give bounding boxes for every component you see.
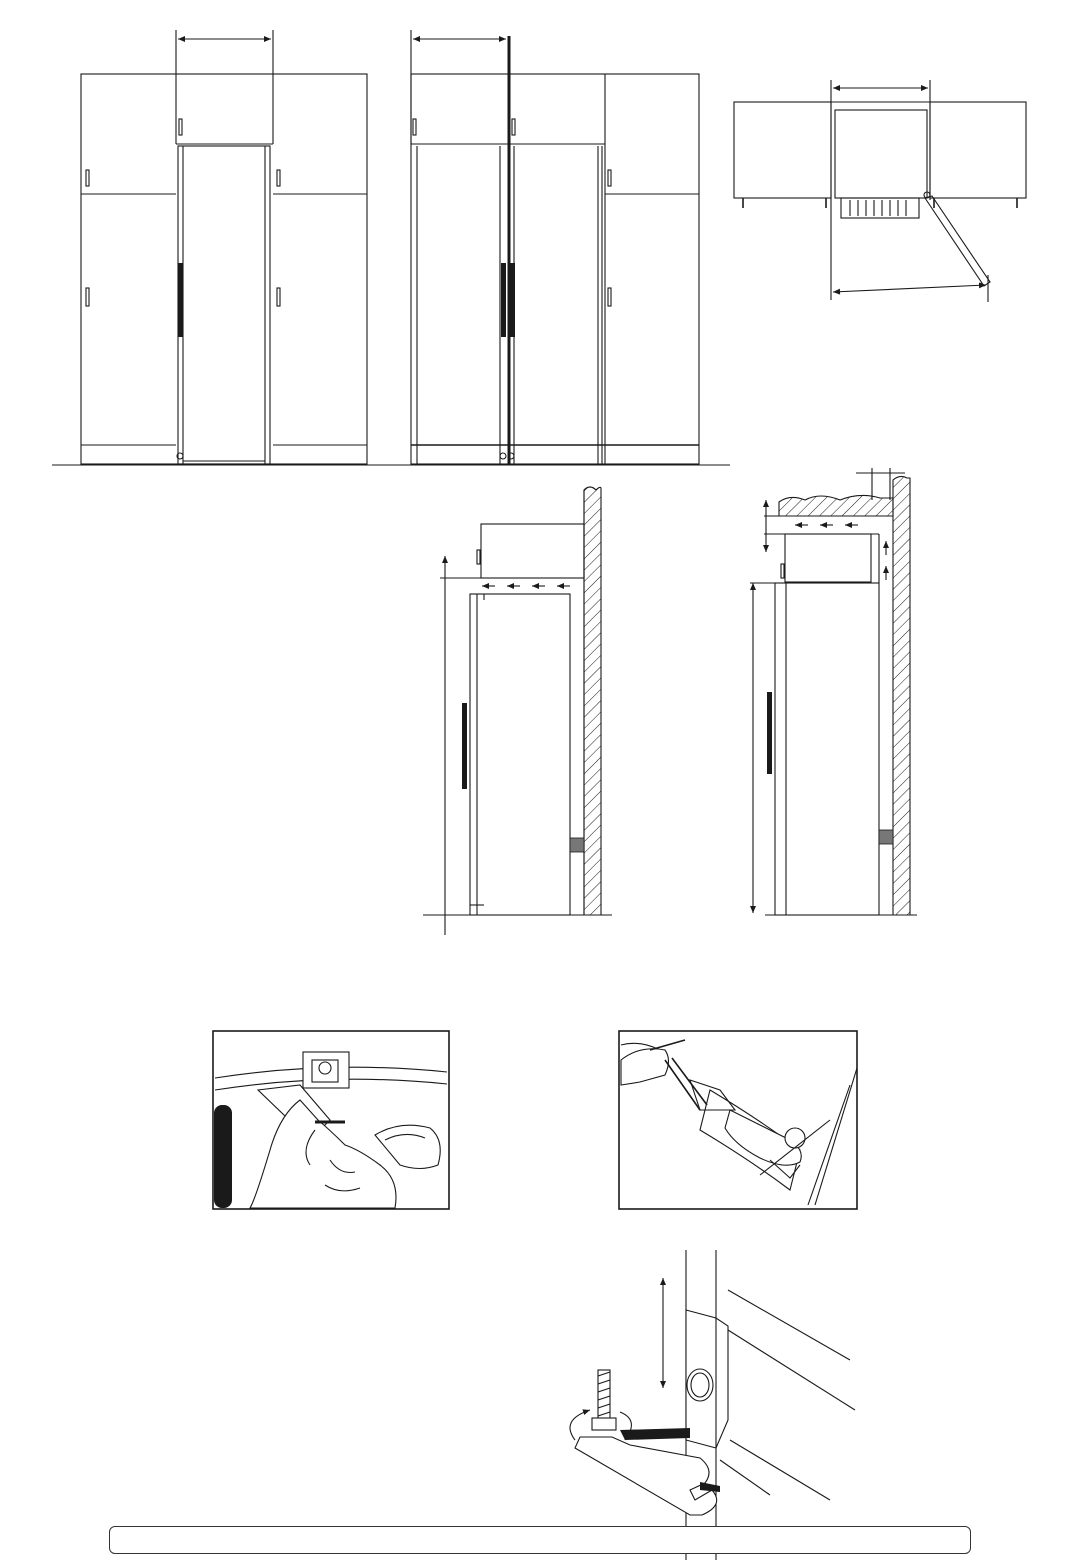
rotation-arrow-icon — [570, 1410, 590, 1440]
page-footer-bar — [109, 1526, 971, 1554]
airflow-arrow-icon — [795, 525, 886, 580]
photo-clip-removal — [213, 1031, 449, 1209]
cabinet-front-a — [52, 30, 395, 465]
side-view-ventilation-a — [423, 487, 612, 935]
adjustable-foot-wrench — [570, 1250, 855, 1560]
top-view-door-opening — [734, 80, 1026, 302]
side-view-ventilation-b — [750, 468, 917, 915]
photo-hinge-tool — [619, 1031, 857, 1209]
dimension-arrow-icon — [833, 285, 986, 292]
cabinet-front-b — [394, 30, 730, 465]
